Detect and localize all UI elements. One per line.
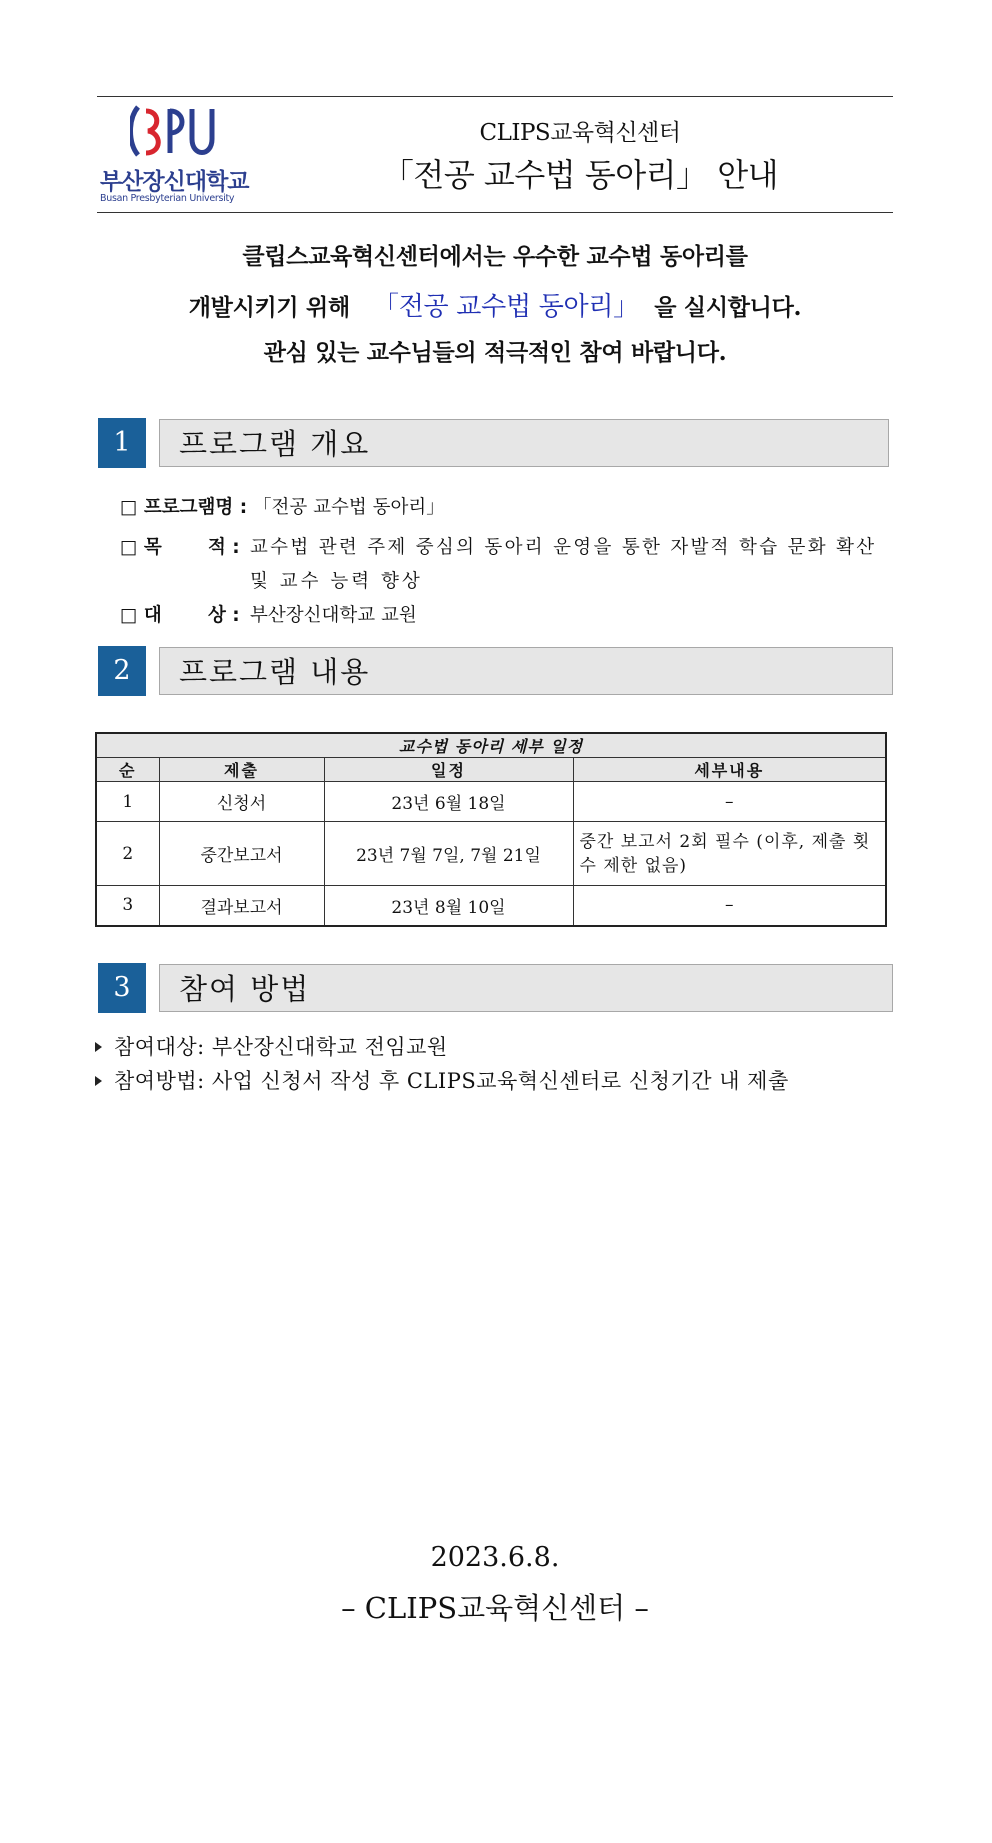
- header-top-rule: [97, 96, 893, 97]
- section-2-number: 2: [98, 646, 146, 696]
- header-bottom-rule: [97, 212, 893, 213]
- triangle-bullet-icon: [95, 1042, 102, 1052]
- overview-item-name-value: 「전공 교수법 동아리」: [253, 497, 445, 518]
- table-header-no: 순: [96, 758, 159, 782]
- overview-item-target: [120, 601, 417, 627]
- table-row: [96, 782, 886, 822]
- overview-item-target-label-a: □ 대: [120, 605, 162, 626]
- table-cell-date: 23년 8월 10일: [324, 886, 573, 926]
- table-caption: 교수법 동아리 세부 일정: [96, 733, 886, 758]
- intro-highlight: 「전공 교수법 동아리」: [373, 292, 639, 322]
- footer-date: 2023.6.8.: [430, 1542, 560, 1573]
- table-row: [96, 822, 886, 886]
- table-cell-no: 1: [96, 782, 159, 822]
- intro-line-2: [97, 286, 893, 323]
- table-cell-detail: 중간 보고서 2회 필수 (이후, 제출 횟수 제한 없음): [573, 822, 886, 886]
- header-org: CLIPS교육혁신센터: [479, 120, 681, 146]
- intro-line-1: 클립스교육혁신센터에서는 우수한 교수법 동아리를: [242, 243, 748, 270]
- section-1-title: 프로그램 개요: [159, 419, 889, 467]
- table-cell-no: 3: [96, 886, 159, 926]
- intro-line-3: 관심 있는 교수님들의 적극적인 참여 바랍니다.: [263, 339, 727, 366]
- overview-item-target-value: 부산장신대학교 교원: [250, 605, 417, 626]
- intro-line-2-post: 을 실시합니다.: [654, 294, 802, 321]
- table-cell-detail: –: [573, 782, 886, 822]
- table-cell-detail: –: [573, 886, 886, 926]
- table-cell-submit: 결과보고서: [159, 886, 324, 926]
- overview-item-purpose-label-a: □ 목: [120, 537, 162, 558]
- intro-line-2-pre: 개발시키기 위해: [188, 294, 350, 321]
- section-3-title: 참여 방법: [159, 964, 893, 1012]
- table-cell-submit: 중간보고서: [159, 822, 324, 886]
- logo-english-name: Busan Presbyterian University: [100, 193, 235, 204]
- method-bullet-1-text: 참여대상: 부산장신대학교 전임교원: [114, 1035, 448, 1059]
- overview-item-name: [120, 493, 445, 519]
- overview-item-target-label-b: 상 :: [208, 605, 240, 626]
- logo-mark-icon: [130, 103, 230, 159]
- overview-item-purpose: [120, 533, 890, 559]
- university-logo: [100, 103, 249, 204]
- logo-name: 부산장신대학교: [100, 169, 249, 195]
- table-cell-date: 23년 6월 18일: [324, 782, 573, 822]
- schedule-table: [95, 732, 887, 927]
- table-row: [96, 886, 886, 926]
- table-cell-submit: 신청서: [159, 782, 324, 822]
- section-2-title: 프로그램 내용: [159, 647, 893, 695]
- overview-item-purpose-label-b: 적 :: [208, 537, 240, 558]
- table-header-date: 일정: [324, 758, 573, 782]
- table-cell-date: 23년 7월 7일, 7월 21일: [324, 822, 573, 886]
- section-1-number: 1: [98, 418, 146, 468]
- overview-item-purpose-cont: 및 교수 능력 향상: [250, 571, 423, 592]
- method-bullet-2: [95, 1065, 789, 1095]
- triangle-bullet-icon: [95, 1076, 102, 1086]
- section-3-number: 3: [98, 963, 146, 1013]
- page-title: 「전공 교수법 동아리」 안내: [381, 156, 779, 194]
- overview-item-name-label: □ 프로그램명 :: [120, 497, 248, 518]
- table-header-detail: 세부내용: [573, 758, 886, 782]
- method-bullet-1: [95, 1031, 448, 1061]
- table-header-submit: 제출: [159, 758, 324, 782]
- footer-org: – CLIPS교육혁신센터 –: [341, 1591, 649, 1625]
- overview-item-purpose-value: 교수법 관련 주제 중심의 동아리 운영을 통한 자발적 학습 문화 확산: [250, 537, 877, 558]
- method-bullet-2-text: 참여방법: 사업 신청서 작성 후 CLIPS교육혁신센터로 신청기간 내 제출: [114, 1069, 789, 1093]
- table-cell-no: 2: [96, 822, 159, 886]
